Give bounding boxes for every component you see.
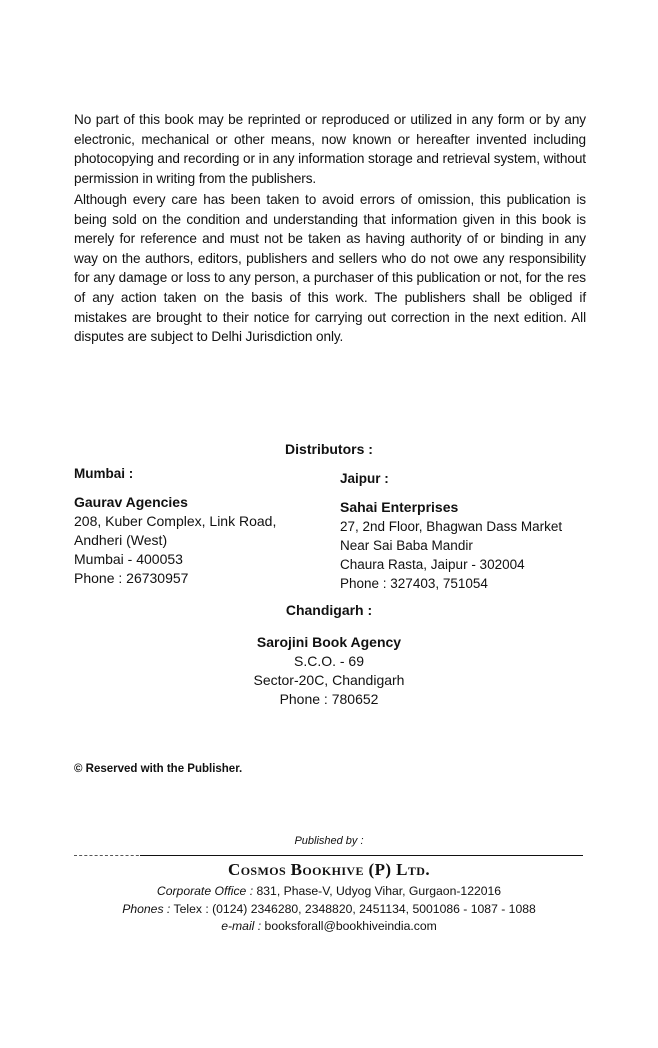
published-by-label: Published by :	[294, 835, 364, 847]
city-label: Jaipur :	[340, 471, 389, 486]
address-line: Mumbai - 400053	[74, 551, 183, 567]
city-label-chandigarh: Chandigarh :	[285, 602, 373, 618]
office-label: Corporate Office :	[156, 884, 254, 898]
email-label: e-mail :	[221, 919, 262, 933]
city-label: Mumbai :	[74, 466, 134, 481]
phone-line: Phone : 327403, 751054	[340, 576, 488, 591]
phone-line: Phone : 780652	[279, 691, 379, 707]
corporate-office-line	[0, 883, 658, 900]
address-line: 27, 2nd Floor, Bhagwan Dass Market	[340, 519, 563, 534]
address-line: Near Sai Baba Mandir	[340, 538, 473, 553]
rights-paragraph: No part of this book may be reprinted or reproduced or utilized in any form or by any electronic, mechanical or other means, now known or hereafter invented including photocopying and recording or in any information storage and retrieval system, without permission in writing from the publishers.	[74, 112, 586, 186]
office-address: 831, Phase-V, Udyog Vihar, Gurgaon-122016	[256, 884, 502, 898]
address-line: S.C.O. - 69	[293, 653, 365, 669]
phones-value: Telex : (0124) 2346280, 2348820, 2451134, 5001086 - 1087 - 1088	[173, 902, 536, 916]
publisher-name: Cosmos Bookhive (P) Ltd.	[228, 860, 430, 879]
address-line: Andheri (West)	[74, 532, 168, 548]
address-line: 208, Kuber Complex, Link Road,	[74, 513, 277, 529]
agency-name: Sarojini Book Agency	[256, 634, 402, 650]
distributor-mumbai	[74, 464, 324, 588]
divider-dashed	[74, 855, 144, 856]
phone-line: Phone : 26730957	[74, 570, 189, 586]
distributor-chandigarh	[0, 633, 658, 709]
distributors-heading: Distributors :	[285, 441, 373, 457]
divider	[140, 855, 583, 856]
email-value: booksforall@bookhiveindia.com	[264, 919, 437, 933]
disclaimer-paragraph: Although every care has been taken to avoid errors of omission, this publication is being sold on the condition and understanding that information given in this book is merely for reference and must not be taken as having authority of or binding in any way on the authors, editors, publishers and sellers who do not owe any responsibility for any damage or loss to any person, a purchaser of this publication or not, for the res of any action taken on the basis of this work. The publishers shall be obliged if mistakes are brought to their notice for carrying out correction in the next edition. All disputes are subject to Delhi Jurisdiction only.	[74, 192, 586, 345]
reserved-notice: © Reserved with the Publisher.	[74, 763, 243, 775]
address-line: Sector-20C, Chandigarh	[253, 672, 405, 688]
agency-name: Gaurav Agencies	[74, 494, 188, 510]
email-line	[0, 918, 658, 935]
address-line: Chaura Rasta, Jaipur - 302004	[340, 557, 525, 572]
distributor-jaipur	[340, 469, 610, 593]
agency-name: Sahai Enterprises	[340, 499, 459, 515]
phones-label: Phones :	[122, 902, 171, 916]
phones-line	[0, 901, 658, 918]
